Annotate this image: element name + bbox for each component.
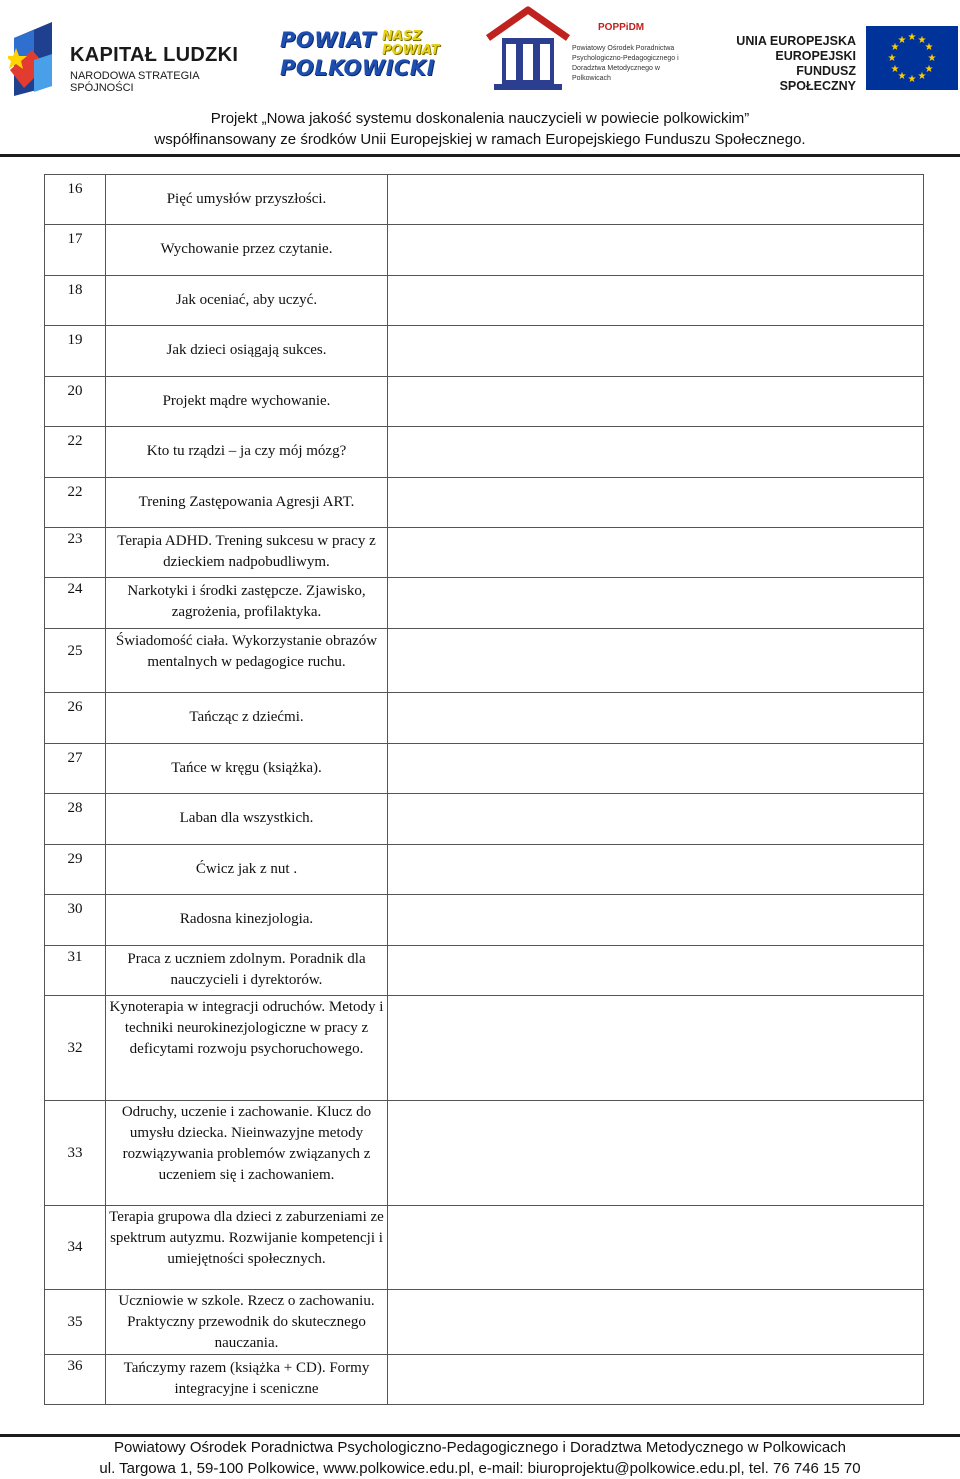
row-title: Terapia grupowa dla dzieci z zaburzeniami ze spektrum autyzmu. Rozwijanie kompetencji i umiejętności społecznych.: [109, 1209, 384, 1267]
table-row: [45, 895, 924, 946]
row-title: Kynoterapia w integracji odruchów. Metody i techniki neurokinezjologiczne w pracy z deficytami rozwoju psychoruchowego.: [109, 999, 384, 1057]
table-row: [45, 377, 924, 427]
poppidm-logo: [480, 4, 680, 94]
row-number: 31: [67, 949, 83, 965]
poppidm-name: POPPiDM: [598, 22, 645, 33]
header-divider: [0, 154, 960, 157]
table-row: [45, 478, 924, 528]
table-row: [45, 175, 924, 225]
kapital-ludzki-title: KAPITAŁ LUDZKI: [70, 44, 239, 66]
svg-text:★: ★: [897, 35, 907, 46]
row-title: Tańczymy razem (książka + CD). Formy integracyjne i sceniczne: [123, 1360, 370, 1397]
row-empty-cell: [388, 276, 924, 326]
row-number: 27: [67, 750, 83, 766]
row-title: Terapia ADHD. Trening sukcesu w pracy z dzieckiem nadpobudliwym.: [117, 533, 376, 570]
row-number: 28: [67, 800, 83, 816]
powiat-word: POWIAT: [280, 28, 376, 52]
table-row: [45, 1290, 924, 1355]
nasz-powiat-word: POWIAT: [382, 43, 440, 58]
kapital-ludzki-subtitle: NARODOWA STRATEGIA SPÓJNOŚCI: [70, 70, 199, 94]
row-title: Jak oceniać, aby uczyć.: [175, 292, 318, 308]
table-row: [45, 1355, 924, 1405]
row-empty-cell: [388, 578, 924, 629]
svg-text:★: ★: [927, 53, 937, 64]
kapital-ludzki-logo: [8, 18, 258, 98]
row-empty-cell: [388, 326, 924, 377]
table-row: [45, 744, 924, 794]
row-title: Odruchy, uczenie i zachowanie. Klucz do umysłu dziecka. Nieinwazyjne metody rozwiązywania problemów związanych z uczeniem się i zachowaniem.: [121, 1104, 372, 1183]
row-empty-cell: [388, 175, 924, 225]
table-row: [45, 1206, 924, 1290]
svg-text:★: ★: [907, 32, 917, 43]
table-row: [45, 528, 924, 578]
svg-text:★: ★: [887, 53, 897, 64]
table-row: [45, 276, 924, 326]
row-number: 25: [67, 643, 83, 659]
table-row: [45, 629, 924, 693]
row-number: 35: [67, 1313, 83, 1330]
eu-flag-icon: [866, 26, 958, 90]
table-row: [45, 996, 924, 1101]
row-number: 22: [67, 433, 83, 449]
row-number: 36: [67, 1358, 83, 1374]
row-empty-cell: [388, 1206, 924, 1290]
row-title: Projekt mądre wychowanie.: [162, 393, 331, 409]
nasz-word: NASZ: [382, 29, 422, 44]
row-empty-cell: [388, 427, 924, 478]
svg-text:★: ★: [917, 71, 927, 82]
row-number: 29: [67, 851, 83, 867]
row-empty-cell: [388, 1101, 924, 1206]
row-empty-cell: [388, 794, 924, 845]
svg-text:★: ★: [907, 74, 917, 85]
row-empty-cell: [388, 744, 924, 794]
eu-efs-logo: [726, 26, 960, 92]
footer-divider: [0, 1434, 960, 1437]
svg-text:★: ★: [917, 35, 927, 46]
table-row: [45, 946, 924, 996]
nasz-powiat-label: [382, 30, 439, 58]
row-title: Radosna kinezjologia.: [179, 911, 314, 927]
poppidm-description: Powiatowy Ośrodek Poradnictwa Psychologiczno-Pedagogicznego i Doradztwa Metodycznego w Polkowicach: [572, 45, 679, 82]
page-header: [0, 0, 960, 158]
row-title: Tańcząc z dziećmi.: [189, 709, 304, 725]
row-title: Trening Zastępowania Agresji ART.: [138, 494, 355, 510]
row-number: 16: [67, 181, 83, 197]
row-empty-cell: [388, 1355, 924, 1405]
row-number: 34: [67, 1239, 83, 1255]
table-row: [45, 578, 924, 629]
row-number: 22: [67, 484, 83, 500]
row-empty-cell: [388, 528, 924, 578]
table-row: [45, 794, 924, 845]
eu-efs-text: UNIA EUROPEJSKA EUROPEJSKI FUNDUSZ SPOŁECZNY: [736, 34, 856, 93]
row-title: Pięć umysłów przyszłości.: [166, 191, 327, 207]
row-number: 18: [67, 282, 83, 298]
svg-text:★: ★: [897, 71, 907, 82]
row-title: Tańce w kręgu (książka).: [171, 760, 322, 776]
table-row: [45, 427, 924, 478]
table-row: [45, 845, 924, 895]
table-row: [45, 693, 924, 744]
row-title: Wychowanie przez czytanie.: [160, 241, 333, 257]
footer-contact: ul. Targowa 1, 59-100 Polkowice, www.polkowice.edu.pl, e-mail: biuroprojektu@polkowice.edu.pl, tel. 76 746 15 70: [99, 1460, 861, 1477]
row-title: Laban dla wszystkich.: [179, 810, 314, 826]
row-number: 26: [67, 699, 83, 715]
row-number: 20: [67, 383, 83, 399]
row-empty-cell: [388, 629, 924, 693]
row-number: 32: [67, 1039, 83, 1056]
row-empty-cell: [388, 1290, 924, 1355]
book-list-table: [44, 174, 924, 1405]
svg-text:★: ★: [924, 42, 934, 53]
row-number: 23: [67, 531, 83, 547]
row-number: 19: [67, 332, 83, 348]
row-number: 33: [67, 1144, 83, 1161]
row-title: Narkotyki i środki zastępcze. Zjawisko, zagrożenia, profilaktyka.: [127, 583, 366, 620]
svg-text:★: ★: [890, 42, 900, 53]
row-title: Uczniowie w szkole. Rzecz o zachowaniu. Praktyczny przewodnik do skutecznego nauczania.: [118, 1293, 375, 1351]
table-row: [45, 1101, 924, 1206]
powiat-polkowicki-logo: [280, 24, 440, 84]
polkowicki-word: POLKOWICKI: [280, 56, 435, 80]
row-empty-cell: [388, 377, 924, 427]
row-empty-cell: [388, 996, 924, 1101]
project-title-line: Projekt „Nowa jakość systemu doskonalenia nauczycieli w powiecie polkowickim”: [210, 110, 750, 127]
row-empty-cell: [388, 693, 924, 744]
row-title: Ćwicz jak z nut .: [195, 861, 298, 877]
row-empty-cell: [388, 478, 924, 528]
svg-text:★: ★: [924, 64, 934, 75]
row-empty-cell: [388, 845, 924, 895]
poppidm-building-icon: [480, 4, 575, 92]
svg-text:★: ★: [890, 64, 900, 75]
row-number: 30: [67, 901, 83, 917]
row-title: Jak dzieci osiągają sukces.: [166, 342, 327, 358]
project-funding-line: współfinansowany ze środków Unii Europejskiej w ramach Europejskiego Funduszu Społecznego.: [154, 131, 806, 148]
row-number: 17: [67, 231, 83, 247]
row-empty-cell: [388, 895, 924, 946]
table-row: [45, 225, 924, 276]
row-number: 24: [67, 581, 83, 597]
kapital-ludzki-emblem-icon: [8, 20, 58, 98]
footer-institution: Powiatowy Ośrodek Poradnictwa Psychologiczno-Pedagogicznego i Doradztwa Metodycznego w Polkowicach: [113, 1439, 847, 1456]
row-title: Świadomość ciała. Wykorzystanie obrazów mentalnych w pedagogice ruchu.: [115, 633, 378, 670]
table-row: [45, 326, 924, 377]
row-title: Praca z uczniem zdolnym. Poradnik dla nauczycieli i dyrektorów.: [127, 951, 366, 988]
row-empty-cell: [388, 225, 924, 276]
eu-stars-icon: [866, 26, 958, 90]
row-title: Kto tu rządzi – ja czy mój mózg?: [146, 443, 347, 459]
row-empty-cell: [388, 946, 924, 996]
